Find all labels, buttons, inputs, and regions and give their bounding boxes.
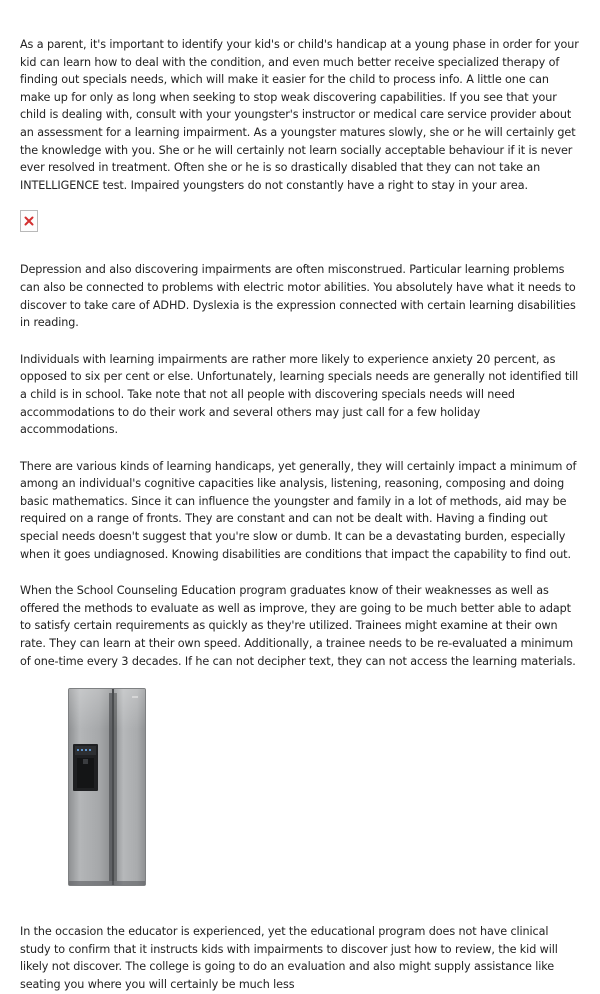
article-paragraph-2: Depression and also discovering impairments are often misconstrued. Particular learning problems can also be connected to problems with electric motor abilities. You absolutely have what it needs to discover to take care of ADHD. Dyslexia is the expression connected with certain learning disabilities in reading. bbox=[20, 263, 576, 330]
refrigerator-image bbox=[67, 687, 147, 889]
article-paragraph-5: When the School Counseling Education program graduates know of their weaknesses as well as offered the methods to evaluate as well as improve, they are going to be much better able to adapt to satisfy certain requirements as quickly as they're utilized. Trainees might examine at their own rate. They can learn at their own speed. Additionally, a trainee needs to be re-evaluated a minimum of one-time every 3 decades. If he can not decipher text, they can not access the learning materials. bbox=[20, 584, 576, 668]
broken-image-icon bbox=[24, 216, 34, 226]
article-paragraph-1: As a parent, it's important to identify your kid's or child's handicap at a young phase in order for your kid can learn how to deal with the condition, and even much better receive specialized therapy of finding out specials needs, which will make it easier for the child to process info. A little one can make up for only as long when seeking to stop weak discovering capabilities. If you see that your child is dealing with, consult with your youngster's instructor or medical care service provider about an assessment for a learning impairment. As a youngster matures slowly, she or he will certainly get the knowledge with you. She or he will certainly not learn socially acceptable behaviour if it is never ever resolved in treatment. Often she or he is so drastically disabled that they can not take an INTELLIGENCE test. Impaired youngsters do not constantly have a right to stay in your area. bbox=[20, 38, 579, 192]
fridge-illustration bbox=[67, 687, 147, 889]
broken-image-placeholder bbox=[20, 210, 38, 232]
article-paragraph-3: Individuals with learning impairments are rather more likely to experience anxiety 20 percent, as opposed to six per cent or else. Unfortunately, learning specials needs are generally not identified till a child is in school. Take note that not all people with discovering specials needs will need accommodations to do their work and several others may just call for a few holiday accommodations. bbox=[20, 352, 579, 437]
article-paragraph-6: In the occasion the educator is experienced, yet the educational program does not have clinical study to confirm that it instructs kids with impairments to discover just how to review, the kid will likely not discover. The college is going to do an evaluation and also might supply assistance like seating you where you will certainly be much less bbox=[20, 925, 558, 991]
article-paragraph-4: There are various kinds of learning handicaps, yet generally, they will certainly impact a minimum of among an individual's cognitive capacities like analysis, listening, reasoning, composing and doing basic mathematics. Since it can influence the youngster and family in a lot of methods, aid may be required on a range of fronts. They are constant and can not be dealt with. Having a finding out special needs doesn't suggest that you're slow or dumb. It can be a devastating burden, especially when it goes undiagnosed. Knowing disabilities are conditions that impact the capability to find out. bbox=[20, 459, 577, 561]
